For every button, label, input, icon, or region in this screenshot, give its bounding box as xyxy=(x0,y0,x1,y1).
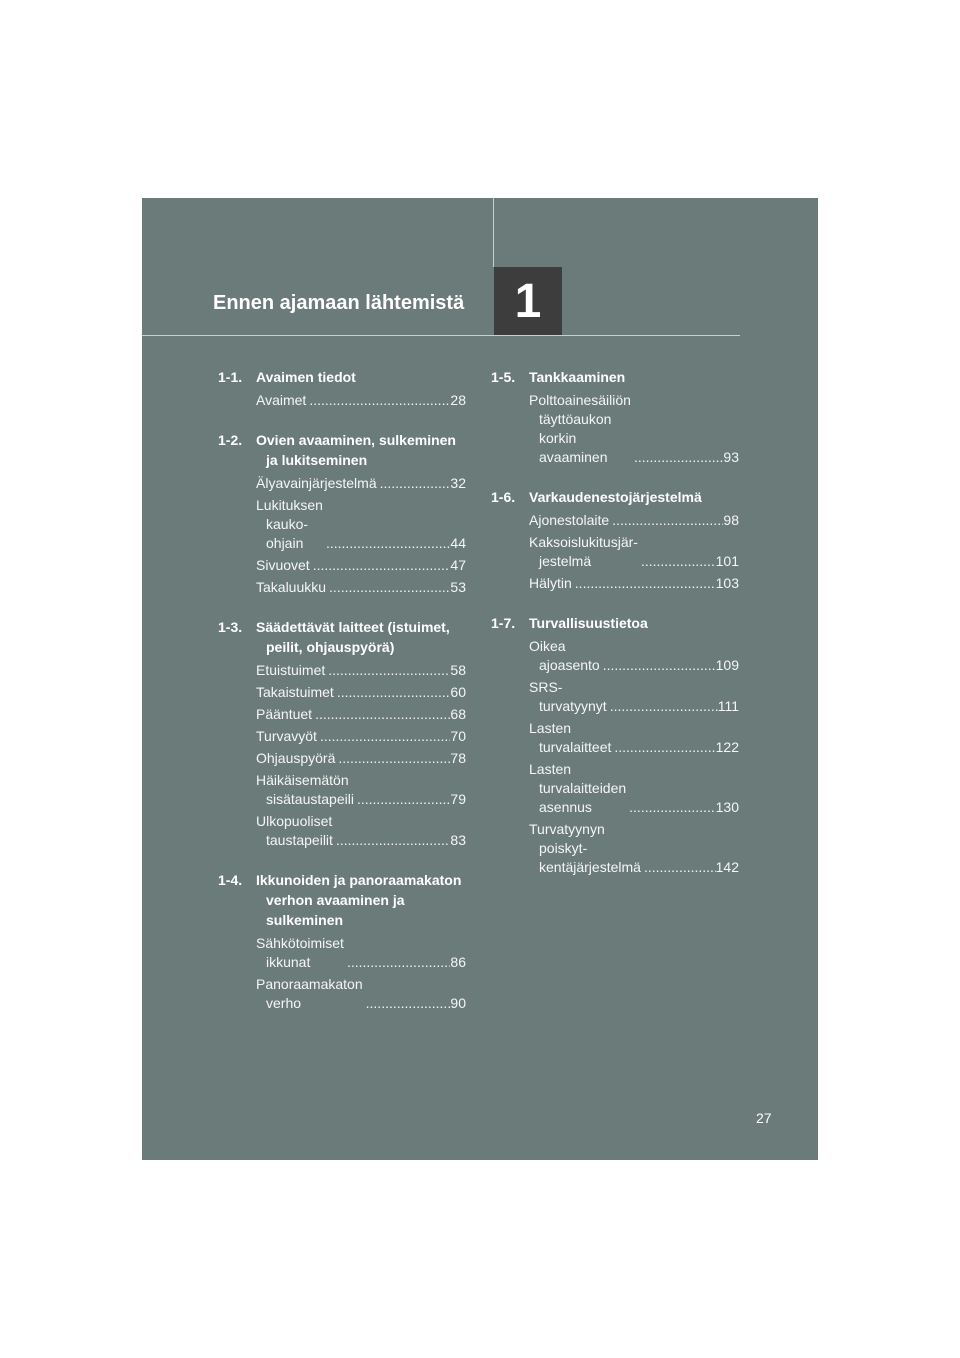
dot-leader xyxy=(611,738,715,757)
toc-left-column xyxy=(218,367,466,1033)
dot-leader xyxy=(326,578,450,597)
dot-leader xyxy=(312,705,450,724)
entry-label: Kaksoislukitusjär-jestelmä xyxy=(529,534,638,569)
toc-right-column xyxy=(491,367,739,897)
entry-page-number: 103 xyxy=(715,575,739,591)
entry-label: Hälytin xyxy=(529,575,572,591)
toc-section xyxy=(218,367,466,410)
entry-label: Takaistuimet xyxy=(256,684,334,700)
entry-label: Ohjauspyörä xyxy=(256,750,336,766)
entry-label: Turvatyynyn poiskyt-kentäjärjestelmä xyxy=(529,821,641,875)
entry-page-number: 101 xyxy=(715,553,739,569)
chapter-number: 1 xyxy=(514,274,542,328)
dot-leader xyxy=(306,391,450,410)
entry-label: Oikea ajoasento xyxy=(529,638,600,673)
section-number: 1-5. xyxy=(491,369,516,385)
entry-page-number: 78 xyxy=(450,750,466,766)
entry-page-number: 86 xyxy=(450,954,466,970)
toc-entry[interactable] xyxy=(256,556,466,575)
entry-page-number: 32 xyxy=(450,475,466,491)
toc-entry[interactable] xyxy=(529,511,739,530)
toc-entry[interactable] xyxy=(256,771,466,809)
toc-entry[interactable] xyxy=(529,719,739,757)
dot-leader xyxy=(344,953,450,972)
dot-leader xyxy=(626,798,715,817)
toc-entry[interactable] xyxy=(256,391,466,410)
entry-label: Polttoainesäiliön täyttöaukon korkin avaaminen xyxy=(529,392,631,465)
toc-section xyxy=(491,487,739,593)
toc-section xyxy=(218,870,466,1013)
toc-entry[interactable] xyxy=(256,578,466,597)
toc-entry[interactable] xyxy=(529,574,739,593)
dot-leader xyxy=(572,574,716,593)
entry-page-number: 58 xyxy=(450,662,466,678)
entry-page-number: 98 xyxy=(723,512,739,528)
header-vertical-divider xyxy=(493,198,494,267)
section-heading[interactable] xyxy=(218,430,466,470)
toc-section xyxy=(218,617,466,850)
entry-page-number: 53 xyxy=(450,579,466,595)
section-title: Varkaudenestojärjestelmä xyxy=(529,489,702,505)
toc-section xyxy=(491,613,739,877)
toc-entry[interactable] xyxy=(256,934,466,972)
toc-entry[interactable] xyxy=(256,975,466,1013)
toc-entry[interactable] xyxy=(256,474,466,493)
toc-entry[interactable] xyxy=(529,637,739,675)
dot-leader xyxy=(310,556,451,575)
entry-label: Sivuovet xyxy=(256,557,310,573)
entry-label: Pääntuet xyxy=(256,706,313,722)
entry-page-number: 79 xyxy=(450,791,466,807)
section-number: 1-1. xyxy=(218,369,243,385)
entry-label: Avaimet xyxy=(256,392,307,408)
entry-page-number: 109 xyxy=(715,657,739,673)
entry-label: Panoraamakaton verho xyxy=(256,976,363,1011)
chapter-number-box xyxy=(494,267,562,335)
header-horizontal-divider xyxy=(142,335,740,336)
toc-entry[interactable] xyxy=(529,533,739,571)
dot-leader xyxy=(333,831,450,850)
entry-label: Lukituksen kauko-ohjain xyxy=(256,497,323,551)
section-title: Turvallisuustietoa xyxy=(529,615,648,631)
section-title: Avaimen tiedot xyxy=(256,369,356,385)
entry-page-number: 68 xyxy=(450,706,466,722)
toc-entry[interactable] xyxy=(529,760,739,817)
toc-section xyxy=(491,367,739,467)
section-title: Säädettävät laitteet (istuimet, peilit, ohjauspyörä) xyxy=(256,619,450,655)
toc-entry[interactable] xyxy=(529,678,739,716)
entry-label: SRS-turvatyynyt xyxy=(529,679,607,714)
section-title: Ovien avaaminen, sulkeminen ja lukitseminen xyxy=(256,432,456,468)
toc-entry[interactable] xyxy=(256,812,466,850)
entry-label: Etuistuimet xyxy=(256,662,326,678)
entry-label: Sähkötoimiset ikkunat xyxy=(256,935,344,970)
entry-label: Ulkopuoliset taustapeilit xyxy=(256,813,333,848)
entry-page-number: 47 xyxy=(450,557,466,573)
dot-leader xyxy=(600,656,716,675)
entry-page-number: 90 xyxy=(450,995,466,1011)
dot-leader xyxy=(317,727,450,746)
toc-entry[interactable] xyxy=(529,391,739,467)
section-heading[interactable] xyxy=(218,367,466,387)
chapter-title: Ennen ajamaan lähtemistä xyxy=(213,292,465,314)
dot-leader xyxy=(641,858,716,877)
entry-page-number: 130 xyxy=(715,799,739,815)
section-heading[interactable] xyxy=(218,617,466,657)
entry-page-number: 93 xyxy=(723,449,739,465)
dot-leader xyxy=(631,448,723,467)
dot-leader xyxy=(638,552,716,571)
dot-leader xyxy=(607,697,718,716)
dot-leader xyxy=(335,749,450,768)
entry-page-number: 111 xyxy=(717,698,739,714)
entry-label: Häikäisemätön sisätaustapeili xyxy=(256,772,354,807)
entry-label: Takaluukku xyxy=(256,579,327,595)
section-number: 1-6. xyxy=(491,489,516,505)
toc-entry[interactable] xyxy=(529,820,739,877)
entry-label: Ajonestolaite xyxy=(529,512,610,528)
dot-leader xyxy=(323,534,450,553)
section-heading[interactable] xyxy=(491,487,739,507)
dot-leader xyxy=(334,683,451,702)
section-number: 1-4. xyxy=(218,872,243,888)
entry-page-number: 122 xyxy=(715,739,739,755)
section-heading[interactable] xyxy=(218,870,466,930)
entry-page-number: 60 xyxy=(450,684,466,700)
toc-entry[interactable] xyxy=(256,661,466,680)
entry-page-number: 28 xyxy=(450,392,466,408)
entry-page-number: 44 xyxy=(450,535,466,551)
section-number: 1-3. xyxy=(218,619,243,635)
toc-entry[interactable] xyxy=(256,683,466,702)
section-heading[interactable] xyxy=(491,367,739,387)
section-title: Tankkaaminen xyxy=(529,369,626,385)
toc-entry[interactable] xyxy=(256,749,466,768)
entry-label: Lasten turvalaitteiden asennus xyxy=(529,761,627,815)
dot-leader xyxy=(609,511,723,530)
entry-label: Älyavainjärjestelmä xyxy=(256,475,377,491)
section-number: 1-7. xyxy=(491,615,516,631)
toc-entry[interactable] xyxy=(256,705,466,724)
entry-page-number: 70 xyxy=(450,728,466,744)
toc-entry[interactable] xyxy=(256,727,466,746)
entry-page-number: 83 xyxy=(450,832,466,848)
entry-label: Turvavyöt xyxy=(256,728,317,744)
dot-leader xyxy=(363,994,451,1013)
dot-leader xyxy=(354,790,450,809)
section-heading[interactable] xyxy=(491,613,739,633)
dot-leader xyxy=(325,661,450,680)
dot-leader xyxy=(377,474,451,493)
entry-label: Lasten turvalaitteet xyxy=(529,720,612,755)
toc-section xyxy=(218,430,466,597)
section-title: Ikkunoiden ja panoraamakaton verhon avaaminen ja sulkeminen xyxy=(256,872,462,928)
toc-entry[interactable] xyxy=(256,496,466,553)
entry-page-number: 142 xyxy=(715,859,739,875)
section-number: 1-2. xyxy=(218,432,243,448)
page-number: 27 xyxy=(756,1110,772,1126)
